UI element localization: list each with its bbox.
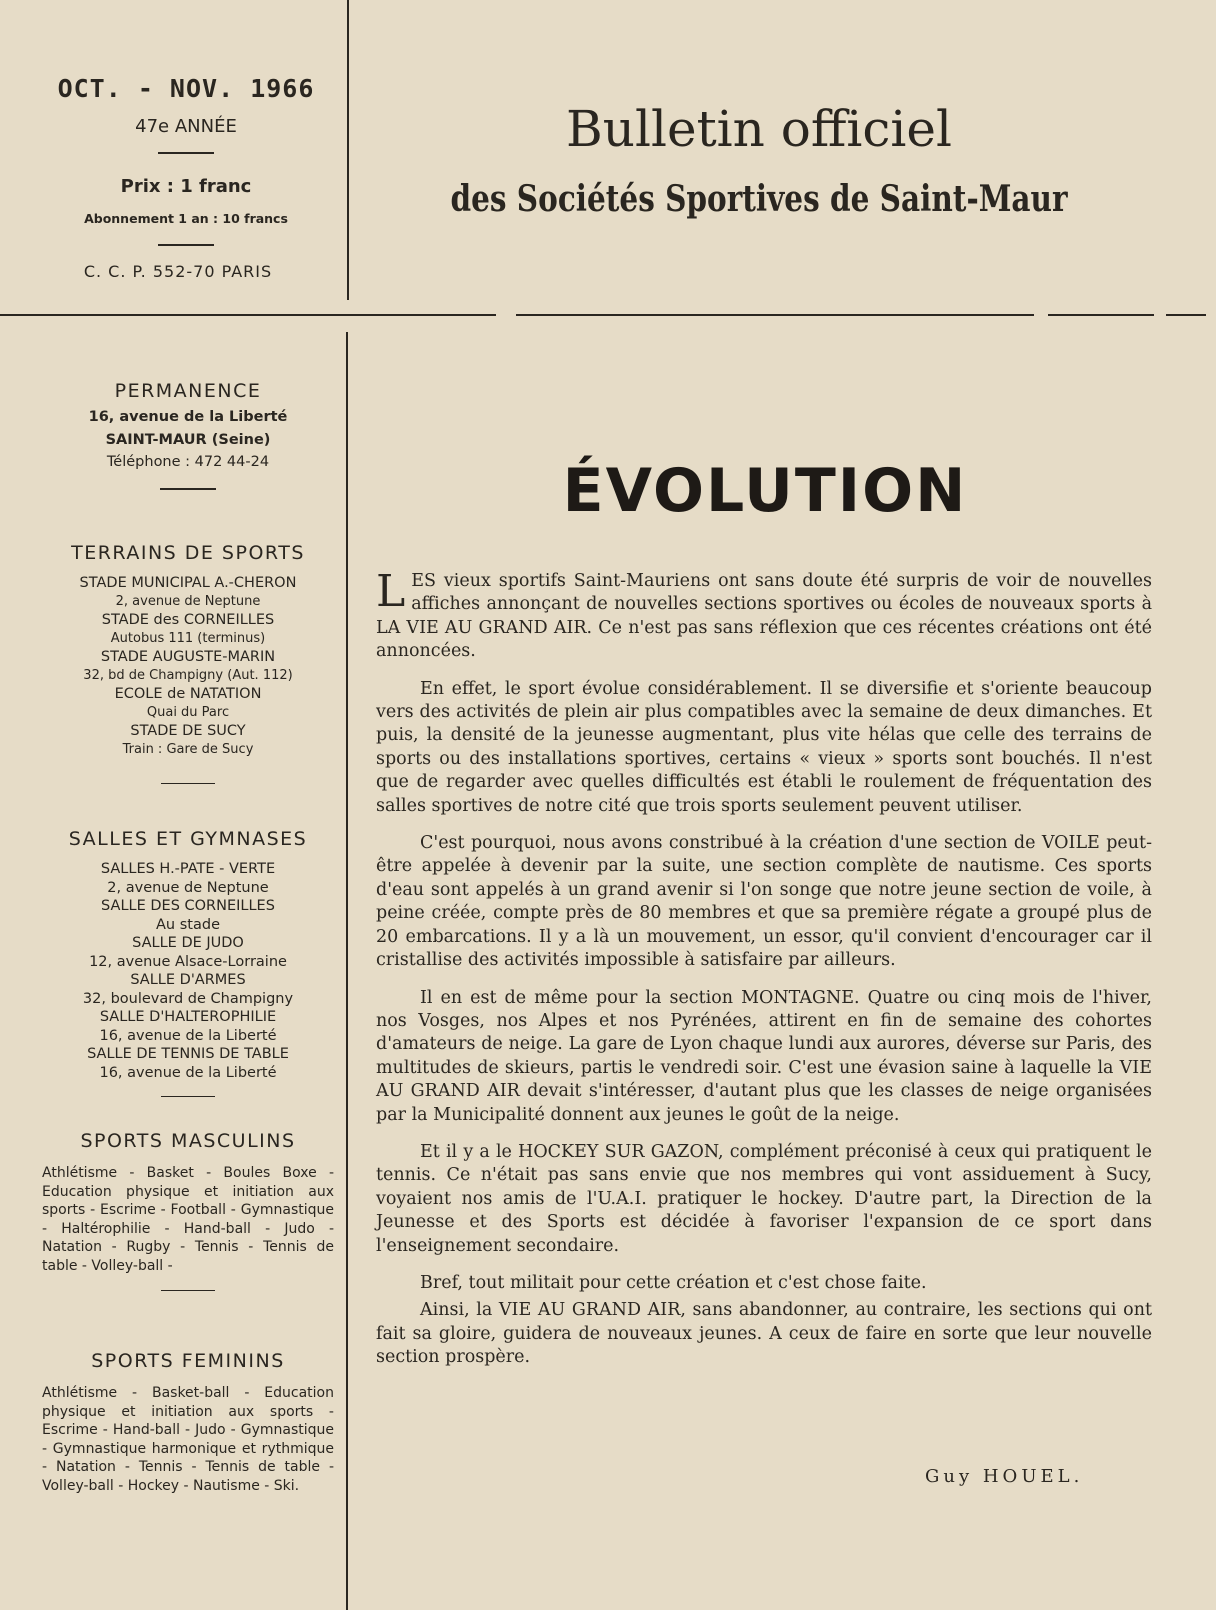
list-item: 2, avenue de Neptune	[115, 593, 261, 609]
list-item: 32, bd de Champigny (Aut. 112)	[83, 667, 293, 683]
masculins-block	[42, 1130, 334, 1291]
bulletin-subtitle: des Sociétés Sportives de Saint-Maur	[450, 178, 1068, 220]
issue-year: 47e ANNÉE	[135, 116, 237, 137]
list-item: Autobus 111 (terminus)	[110, 630, 266, 646]
terrains-block	[42, 542, 334, 784]
list-item: Au stade	[156, 916, 220, 933]
feminins-title: SPORTS FEMININS	[91, 1350, 285, 1372]
masculins-list: Athlétisme - Basket - Boules Boxe - Education physique et initiation aux sports - Escrime - Football - Gymnastique - Haltérophilie - Hand-ball - Judo - Natation - Rugby - Tennis - Tennis de table - Volley-ball -	[42, 1165, 334, 1274]
permanence-address: 16, avenue de la Liberté	[88, 409, 288, 425]
article-paragraph	[376, 566, 1152, 664]
drop-cap: L	[376, 566, 406, 617]
header-rule	[1048, 314, 1154, 316]
divider	[158, 244, 214, 246]
list-item: ECOLE de NATATION	[114, 686, 262, 702]
article-paragraph: En effet, le sport évolue considérablement. Il se diversifie et s'oriente beaucoup vers des activités de plein air plus compatibles avec la semaine de deux dimanches. Et puis, la densité de la jeunesse augmentant, plus vite hélas que celle des terrains de sports ou des installations sportives, certains « vieux » sports sont bouchés. Il n'est que de regarder avec quelles difficultés est établi le roulement de fréquentation des salles sportives de notre cité que trois sports seulement peuvent utiliser.	[376, 678, 1152, 816]
article-paragraph: Bref, tout militait pour cette création et c'est chose faite.	[420, 1272, 927, 1293]
list-item: SALLE D'ARMES	[130, 972, 246, 988]
header-rule	[516, 314, 1034, 316]
list-item: 16, avenue de la Liberté	[99, 1027, 277, 1044]
subscription: Abonnement 1 an : 10 francs	[84, 211, 288, 226]
list-item: STADE MUNICIPAL A.-CHERON	[79, 575, 297, 591]
salles-block	[42, 828, 334, 1097]
permanence-phone: Téléphone : 472 44-24	[106, 454, 270, 470]
list-item: SALLE DE TENNIS DE TABLE	[87, 1046, 289, 1062]
list-item: 32, boulevard de Champigny	[82, 990, 294, 1007]
list-item: SALLE DES CORNEILLES	[101, 898, 275, 914]
masculins-title: SPORTS MASCULINS	[80, 1130, 296, 1152]
list-item: STADE des CORNEILLES	[101, 612, 275, 628]
article-paragraph: C'est pourquoi, nous avons constribué à la création d'une section de VOILE peut-être appelée à devenir par la suite, une section complète de nautisme. Ces sports d'eau sont appelés à un grand avenir si l'on songe que notre jeune section de voile, à peine créée, compte près de 80 membres et que sa première régate a groupé plus de 20 embarcations. Il y a là un mouvement, un essor, qu'il convient d'encourager car il cristallise des activités impossible à satisfaire par ailleurs.	[376, 833, 1152, 971]
divider	[161, 1290, 215, 1291]
article-title: ÉVOLUTION	[562, 456, 968, 526]
bulletin-title: Bulletin officiel	[566, 100, 952, 158]
feminins-list: Athlétisme - Basket-ball - Education physique et initiation aux sports - Escrime - Hand-ball - Judo - Gymnastique - Gymnastique harmonique et rythmique - Natation - Tennis - Tennis de table - Volley-ball - Hockey - Nautisme - Ski.	[42, 1385, 334, 1494]
list-item: SALLE DE JUDO	[132, 935, 244, 951]
list-item: SALLES H.-PATE - VERTE	[100, 861, 276, 877]
list-item: 12, avenue Alsace-Lorraine	[89, 953, 287, 970]
header-rule	[0, 314, 496, 316]
list-item: STADE DE SUCY	[130, 723, 246, 739]
permanence-city: SAINT-MAUR (Seine)	[105, 431, 271, 448]
permanence-title: PERMANENCE	[114, 380, 262, 402]
divider	[161, 783, 215, 784]
terrains-title: TERRAINS DE SPORTS	[71, 542, 305, 564]
issue-date: OCT. - NOV. 1966	[57, 74, 315, 103]
article-lead: ES vieux sportifs Saint-Mauriens ont sans doute été surpris de voir de nouvelles affiches annonçant de nouvelles sections sportives ou écoles de nouveaux sports à LA VIE AU GRAND AIR. Ce n'est pas sans réflexion que ces récentes créations ont été annoncées.	[376, 571, 1152, 662]
permanence-block	[42, 380, 334, 490]
list-item: STADE AUGUSTE-MARIN	[100, 649, 276, 665]
article-paragraph: Ainsi, la VIE AU GRAND AIR, sans abandonner, au contraire, les sections qui ont fait sa gloire, guidera de nouveaux jeunes. A ceux de faire en sorte que leur nouvelle section prospère.	[376, 1300, 1152, 1368]
header-rule	[1166, 314, 1206, 316]
list-item: SALLE D'HALTEROPHILIE	[99, 1009, 277, 1025]
salles-title: SALLES ET GYMNASES	[68, 828, 308, 850]
divider	[160, 488, 216, 490]
sidebar-vertical-rule	[346, 332, 348, 1610]
list-item: 2, avenue de Neptune	[107, 879, 269, 896]
list-item: 16, avenue de la Liberté	[99, 1064, 277, 1081]
divider	[158, 152, 214, 154]
feminins-block	[42, 1350, 334, 1496]
divider	[161, 1096, 215, 1097]
list-item: Train : Gare de Sucy	[122, 741, 254, 757]
ccp-account: C. C. P. 552-70 PARIS	[83, 262, 273, 281]
article-signature: Guy HOUEL.	[925, 1466, 1084, 1487]
article-paragraph: Il en est de même pour la section MONTAGNE. Quatre ou cinq mois de l'hiver, nos Vosges, nos Alpes et nos Pyrénées, attirent en fin de semaine des cohortes d'amateurs de neige. La gare de Lyon chaque lundi aux aurores, déverse sur Paris, des multitudes de skieurs, partis le vendredi soir. C'est une évasion saine à laquelle la VIE AU GRAND AIR devait s'intéresser, d'autant plus que les classes de neige organisées par la Municipalité donnent aux jeunes le goût de la neige.	[376, 987, 1152, 1125]
price: Prix : 1 franc	[120, 176, 252, 197]
list-item: Quai du Parc	[146, 704, 230, 720]
article-paragraph: Et il y a le HOCKEY SUR GAZON, complément préconisé à ceux qui pratiquent le tennis. Ce n'était pas sans envie que nos membres qui vont assiduement à Sucy, voyaient nos amis de l'U.A.I. pratiquer le hockey. D'autre part, la Direction de la Jeunesse et des Sports est décidée à favoriser l'expansion de ce sport dans l'enseignement secondaire.	[376, 1141, 1152, 1256]
article-body	[376, 566, 1152, 1384]
